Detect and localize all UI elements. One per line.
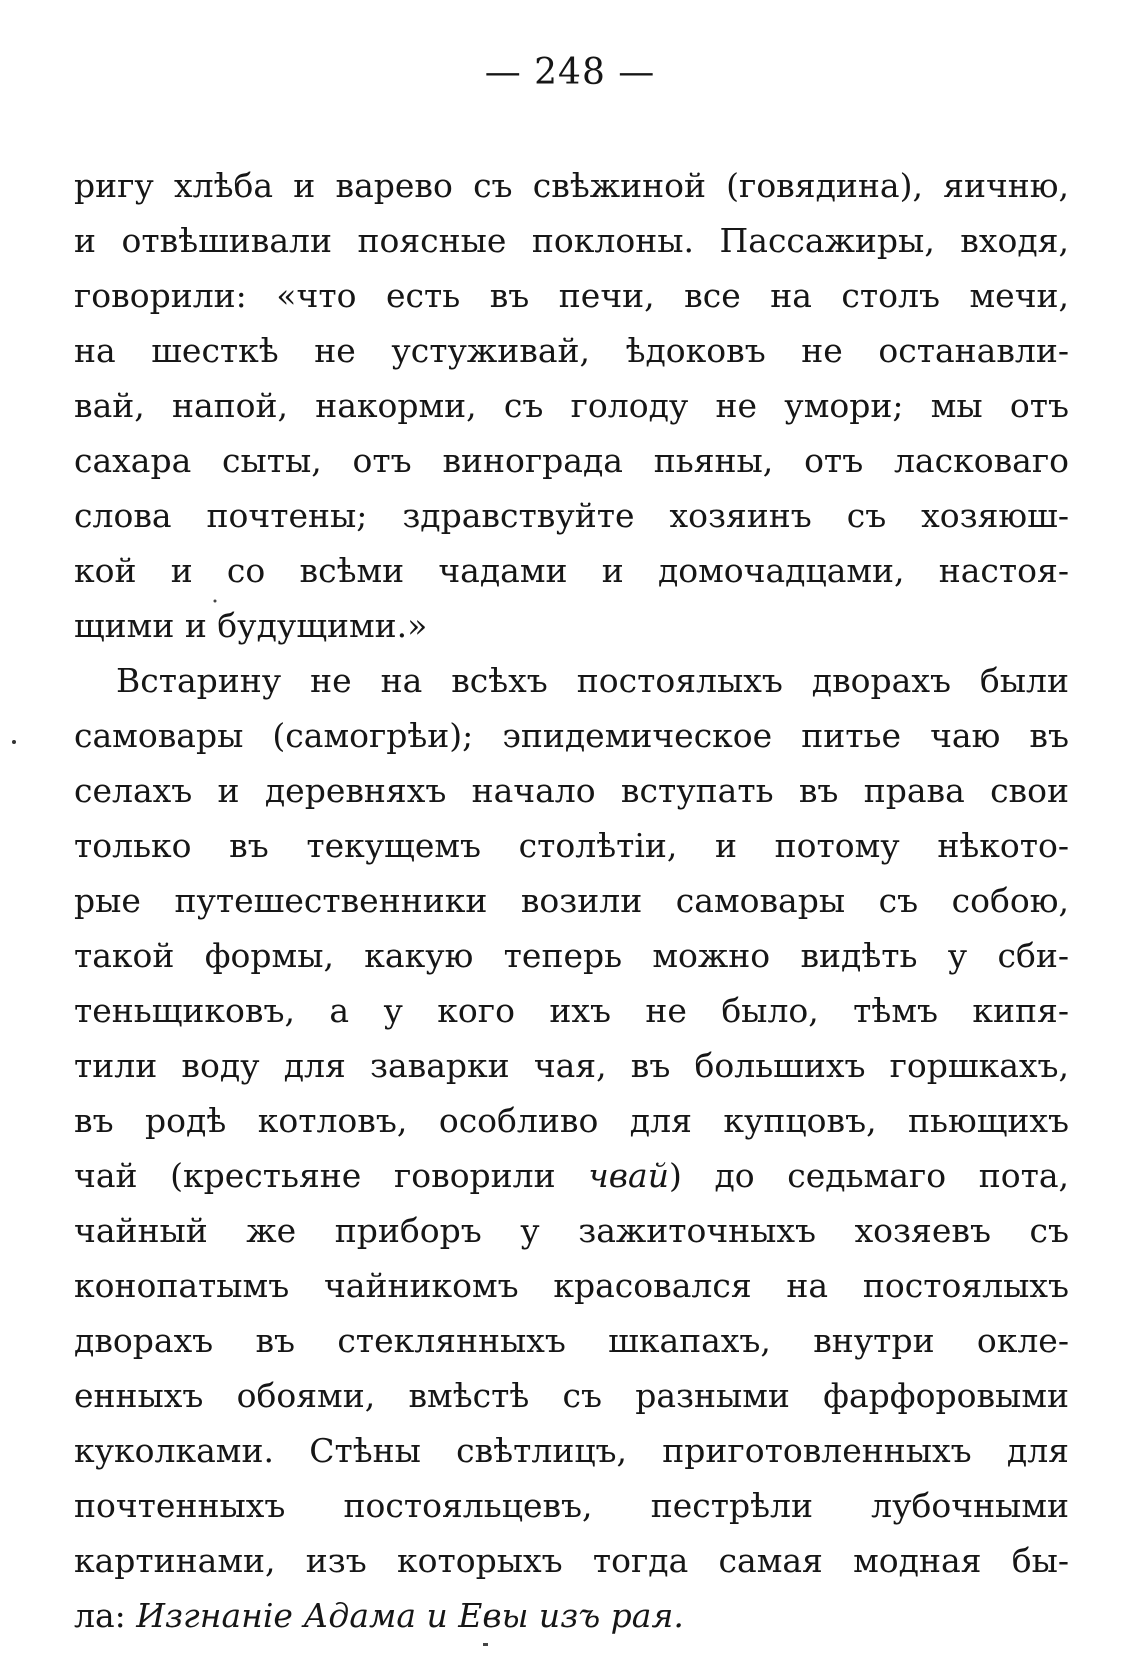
text-segment: чай (крестьяне говорили [74, 1156, 589, 1195]
text-line: Встарину не на всѣхъ постоялыхъ дворахъ были [116, 661, 1069, 700]
text-line: теньщиковъ, а у кого ихъ не было, тѣмъ кипя- [74, 991, 1069, 1030]
text-line: говорили: «что есть въ печи, все на столъ мечи, [74, 276, 1069, 315]
text-line: куколками. Стѣны свѣтлицъ, приготовленныхъ для [74, 1431, 1069, 1470]
text-line: тили воду для заварки чая, въ большихъ горшкахъ, [74, 1046, 1069, 1085]
text-line: такой формы, какую теперь можно видѣть у сби- [74, 936, 1069, 975]
speck [12, 740, 16, 744]
page-number: — 248 — [484, 52, 656, 93]
text-line: въ родѣ котловъ, особливо для купцовъ, пьющихъ [74, 1101, 1069, 1140]
text-line: щими и будущими.» [74, 606, 428, 645]
text-line: вай, напой, накорми, съ голоду не умори; мы отъ [74, 386, 1069, 425]
text-line [74, 1588, 1069, 1643]
text-line: чайный же приборъ у зажиточныхъ хозяевъ съ [74, 1211, 1069, 1250]
text-line: ригу хлѣба и варево съ свѣжиной (говядина), яичню, [74, 166, 1069, 205]
text-segment: ла: [74, 1596, 137, 1635]
text-line: кой и со всѣми чадами и домочадцами, настоя- [74, 551, 1069, 590]
text-line: конопатымъ чайникомъ красовался на постоялыхъ [74, 1266, 1069, 1305]
text-line: сахара сыты, отъ винограда пьяны, отъ ласковаго [74, 441, 1069, 480]
text-line: на шесткѣ не устуживай, ѣдоковъ не останавли- [74, 331, 1069, 370]
text-line: рые путешественники возили самовары съ собою, [74, 881, 1069, 920]
text-line: почтенныхъ постояльцевъ, пестрѣли лубочными [74, 1486, 1069, 1525]
text-line [74, 1148, 1069, 1203]
text-line: селахъ и деревняхъ начало вступать въ права свои [74, 771, 1069, 810]
italic-word: чвай [588, 1156, 669, 1195]
speck [483, 1643, 488, 1646]
text-line: и отвѣшивали поясные поклоны. Пассажиры, входя, [74, 221, 1069, 260]
text-line: самовары (самогрѣи); эпидемическое питье чаю въ [74, 716, 1069, 755]
text-line: только въ текущемъ столѣтіи, и потому нѣкото- [74, 826, 1069, 865]
text-line: дворахъ въ стеклянныхъ шкапахъ, внутри окле- [74, 1321, 1069, 1360]
italic-title: Изгнаніе Адама и Евы изъ рая. [136, 1596, 684, 1635]
body-text [74, 158, 1069, 1643]
text-line: слова почтены; здравствуйте хозяинъ съ хозяюш- [74, 496, 1069, 535]
text-segment: ) до седьмаго пота, [668, 1156, 1069, 1195]
text-line: картинами, изъ которыхъ тогда самая модная бы- [74, 1541, 1069, 1580]
text-line: енныхъ обоями, вмѣстѣ съ разными фарфоровыми [74, 1376, 1069, 1415]
